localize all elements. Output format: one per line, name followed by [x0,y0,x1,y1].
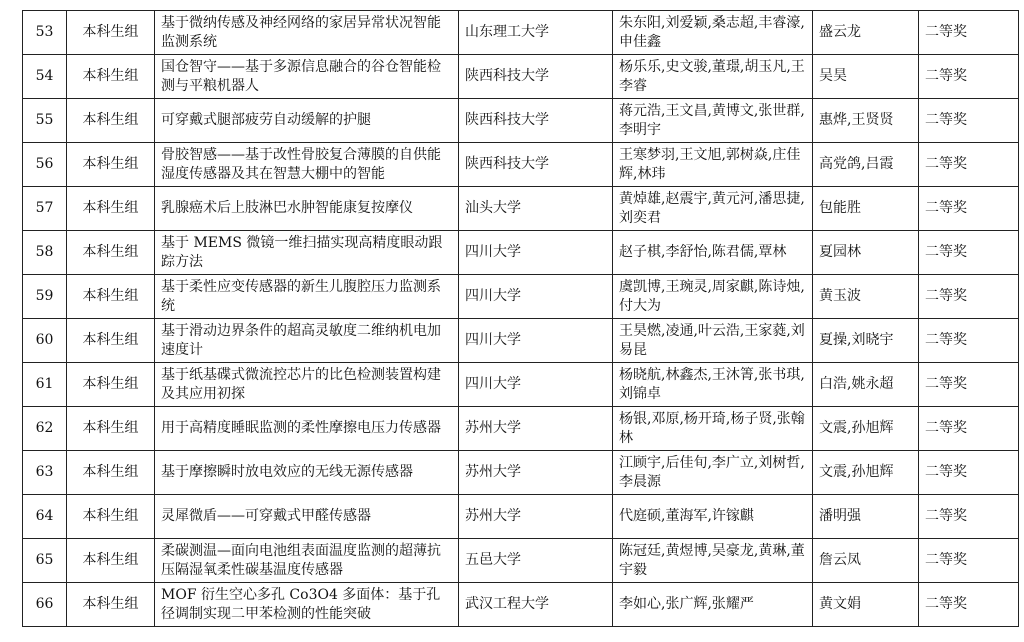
members-cell: 黄焯雄,赵震宇,黄元河,潘思捷,刘奕君 [613,187,813,231]
award-cell: 二等奖 [919,143,1019,187]
award-cell: 二等奖 [919,495,1019,539]
advisor-cell: 詹云凤 [813,539,919,583]
row-number: 53 [23,11,67,55]
group-cell: 本科生组 [67,319,155,363]
table-row [23,495,1019,539]
table-row [23,231,1019,275]
table-row [23,275,1019,319]
school-cell: 四川大学 [459,363,613,407]
school-cell: 陕西科技大学 [459,143,613,187]
advisor-cell: 黄文娟 [813,583,919,627]
row-number: 58 [23,231,67,275]
award-cell: 二等奖 [919,275,1019,319]
award-cell: 二等奖 [919,11,1019,55]
members-cell: 杨乐乐,史文骏,董璟,胡玉凡,王李睿 [613,55,813,99]
school-cell: 汕头大学 [459,187,613,231]
project-title-cell: 基于滑动边界条件的超高灵敏度二维纳机电加速度计 [155,319,459,363]
advisor-cell: 白浩,姚永超 [813,363,919,407]
members-cell: 李如心,张广辉,张耀严 [613,583,813,627]
row-number: 57 [23,187,67,231]
advisor-cell: 文震,孙旭辉 [813,407,919,451]
group-cell: 本科生组 [67,539,155,583]
project-title-cell: 骨胶智感——基于改性骨胶复合薄膜的自供能湿度传感器及其在智慧大棚中的智能 [155,143,459,187]
table-row [23,583,1019,627]
project-title-cell: 乳腺癌术后上肢淋巴水肿智能康复按摩仪 [155,187,459,231]
members-cell: 江顾宇,后佳旬,李广立,刘树哲,李晨源 [613,451,813,495]
members-cell: 朱东阳,刘爱颖,桑志超,丰睿濠,申佳鑫 [613,11,813,55]
group-cell: 本科生组 [67,363,155,407]
members-cell: 杨晓航,林鑫杰,王沐箐,张书琪,刘锦卓 [613,363,813,407]
advisor-cell: 惠烨,王贤贤 [813,99,919,143]
group-cell: 本科生组 [67,495,155,539]
row-number: 56 [23,143,67,187]
advisor-cell: 吴昊 [813,55,919,99]
group-cell: 本科生组 [67,187,155,231]
award-cell: 二等奖 [919,231,1019,275]
advisor-cell: 文震,孙旭辉 [813,451,919,495]
advisor-cell: 夏操,刘晓宇 [813,319,919,363]
group-cell: 本科生组 [67,55,155,99]
table-row [23,451,1019,495]
group-cell: 本科生组 [67,143,155,187]
advisor-cell: 潘明强 [813,495,919,539]
project-title-cell: 基于 MEMS 微镜一维扫描实现高精度眼动跟踪方法 [155,231,459,275]
school-cell: 苏州大学 [459,407,613,451]
advisor-cell: 夏园林 [813,231,919,275]
project-title-cell: 柔碳测温—面向电池组表面温度监测的超薄抗压隔湿氧柔性碳基温度传感器 [155,539,459,583]
school-cell: 四川大学 [459,275,613,319]
table-row [23,55,1019,99]
members-cell: 虞凯博,王琬灵,周家麒,陈诗烛,付大为 [613,275,813,319]
row-number: 61 [23,363,67,407]
award-cell: 二等奖 [919,451,1019,495]
project-title-cell: 可穿戴式腿部疲劳自动缓解的护腿 [155,99,459,143]
school-cell: 苏州大学 [459,495,613,539]
project-title-cell: 基于微纳传感及神经网络的家居异常状况智能监测系统 [155,11,459,55]
row-number: 64 [23,495,67,539]
award-cell: 二等奖 [919,319,1019,363]
group-cell: 本科生组 [67,231,155,275]
table-row [23,99,1019,143]
awards-table [22,10,1019,627]
group-cell: 本科生组 [67,451,155,495]
group-cell: 本科生组 [67,11,155,55]
row-number: 55 [23,99,67,143]
members-cell: 杨银,邓原,杨开琦,杨子贤,张翰林 [613,407,813,451]
group-cell: 本科生组 [67,99,155,143]
row-number: 54 [23,55,67,99]
group-cell: 本科生组 [67,407,155,451]
awards-table-body [23,11,1019,627]
school-cell: 山东理工大学 [459,11,613,55]
award-cell: 二等奖 [919,583,1019,627]
table-row [23,363,1019,407]
table-row [23,187,1019,231]
award-cell: 二等奖 [919,99,1019,143]
project-title-cell: 灵犀微盾——可穿戴式甲醛传感器 [155,495,459,539]
table-row [23,539,1019,583]
school-cell: 五邑大学 [459,539,613,583]
school-cell: 四川大学 [459,231,613,275]
school-cell: 四川大学 [459,319,613,363]
advisor-cell: 盛云龙 [813,11,919,55]
row-number: 65 [23,539,67,583]
members-cell: 代庭硕,董海军,许镓麒 [613,495,813,539]
group-cell: 本科生组 [67,583,155,627]
school-cell: 陕西科技大学 [459,99,613,143]
school-cell: 武汉工程大学 [459,583,613,627]
row-number: 62 [23,407,67,451]
members-cell: 王寒梦羽,王文旭,郭树焱,庄佳辉,林玮 [613,143,813,187]
award-cell: 二等奖 [919,55,1019,99]
school-cell: 陕西科技大学 [459,55,613,99]
table-row [23,319,1019,363]
row-number: 66 [23,583,67,627]
award-cell: 二等奖 [919,539,1019,583]
table-row [23,11,1019,55]
group-cell: 本科生组 [67,275,155,319]
row-number: 59 [23,275,67,319]
school-cell: 苏州大学 [459,451,613,495]
award-cell: 二等奖 [919,407,1019,451]
advisor-cell: 黄玉波 [813,275,919,319]
members-cell: 蒋元浩,王文昌,黄博文,张世群,李明宇 [613,99,813,143]
table-row [23,407,1019,451]
members-cell: 赵子棋,李舒怡,陈君儒,覃林 [613,231,813,275]
project-title-cell: MOF 衍生空心多孔 Co3O4 多面体：基于孔径调制实现二甲苯检测的性能突破 [155,583,459,627]
advisor-cell: 包能胜 [813,187,919,231]
row-number: 63 [23,451,67,495]
members-cell: 陈冠廷,黄煜博,吴豪龙,黄琳,董宇毅 [613,539,813,583]
advisor-cell: 高党鸽,吕霞 [813,143,919,187]
project-title-cell: 国仓智守——基于多源信息融合的谷仓智能检测与平粮机器人 [155,55,459,99]
award-cell: 二等奖 [919,187,1019,231]
table-row [23,143,1019,187]
project-title-cell: 基于摩擦瞬时放电效应的无线无源传感器 [155,451,459,495]
project-title-cell: 基于纸基碟式微流控芯片的比色检测装置构建及其应用初探 [155,363,459,407]
project-title-cell: 基于柔性应变传感器的新生儿腹腔压力监测系统 [155,275,459,319]
row-number: 60 [23,319,67,363]
project-title-cell: 用于高精度睡眠监测的柔性摩擦电压力传感器 [155,407,459,451]
members-cell: 王昊燃,凌通,叶云浩,王家蕤,刘易昆 [613,319,813,363]
award-cell: 二等奖 [919,363,1019,407]
